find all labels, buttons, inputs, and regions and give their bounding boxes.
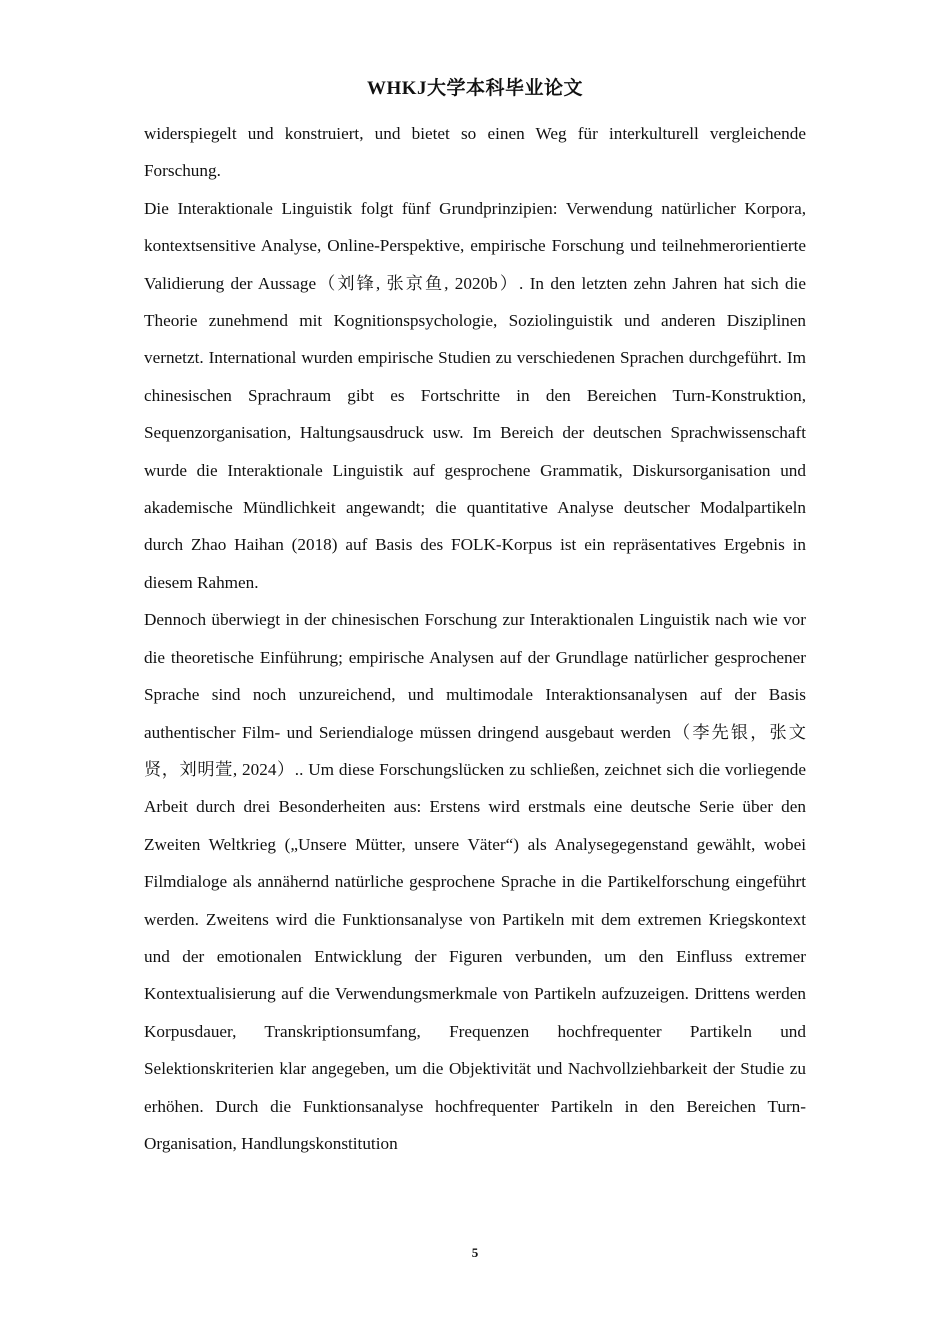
- body-text: [144, 115, 806, 1162]
- paragraph-2: Die Interaktionale Linguistik folgt fünf Grundprinzipien: Verwendung natürlicher Korpora, kontextsensitive Analyse, Online-Perspektive, empirische Forschung und teilnehmerorientierte Validierung der Aussage（刘锋, 张京鱼, 2020b）. In den letzten zehn Jahren hat sich die Theorie zunehmend mit Kognitionspsychologie, Soziolinguistik und anderen Disziplinen vernetzt. International wurden empirische Studien zu verschiedenen Sprachen durchgeführt. Im chinesischen Sprachraum gibt es Fortschritte in den Bereichen Turn-Konstruktion, Sequenzorganisation, Haltungsausdruck usw. Im Bereich der deutschen Sprachwissenschaft wurde die Interaktionale Linguistik auf gesprochene Grammatik, Diskursorganisation und akademische Mündlichkeit angewandt; die quantitative Analyse deutscher Modalpartikeln durch Zhao Haihan (2018) auf Basis des FOLK-Korpus ist ein repräsentatives Ergebnis in diesem Rahmen.: [144, 198, 806, 592]
- page-number: 5: [471, 1245, 479, 1260]
- paragraph-1: widerspiegelt und konstruiert, und bietet so einen Weg für interkulturell vergleichende Forschung.: [144, 124, 806, 181]
- running-header: WHKJ大学本科毕业论文: [366, 78, 584, 99]
- header-divider: [144, 104, 806, 105]
- paragraph-3: Dennoch überwiegt in der chinesischen Forschung zur Interaktionalen Linguistik nach wie vor die theoretische Einführung; empirische Analysen auf der Grundlage natürlicher gesprochener Sprache sind noch unzureichend, und multimodale Interaktionsanalysen auf der Basis authentischer Film- und Seriendialoge müssen dringend ausgebaut werden（李先银，张文贤，刘明萱, 2024）.. Um diese Forschungslücken zu schließen, zeichnet sich die vorliegende Arbeit durch drei Besonderheiten aus: Erstens wird erstmals eine deutsche Serie über den Zweiten Weltkrieg („Unsere Mütter, unsere Väter“) als Analysegegenstand gewählt, wobei Filmdialoge als annähernd natürliche gesprochene Sprache in die Partikelforschung eingeführt werden. Zweitens wird die Funktionsanalyse von Partikeln mit dem extremen Kriegskontext und der emotionalen Entwicklung der Figuren verbunden, um den Einfluss extremer Kontextualisierung auf die Verwendungsmerkmale von Partikeln aufzuzeigen. Drittens werden Korpusdauer, Transkriptionsumfang, Frequenzen hochfrequenter Partikeln und Selektionskriterien klar angegeben, um die Objektivität und Nachvollziehbarkeit der Studie zu erhöhen. Durch die Funktionsanalyse hochfrequenter Partikeln in den Bereichen Turn-Organisation, Handlungskonstitution: [144, 610, 806, 1153]
